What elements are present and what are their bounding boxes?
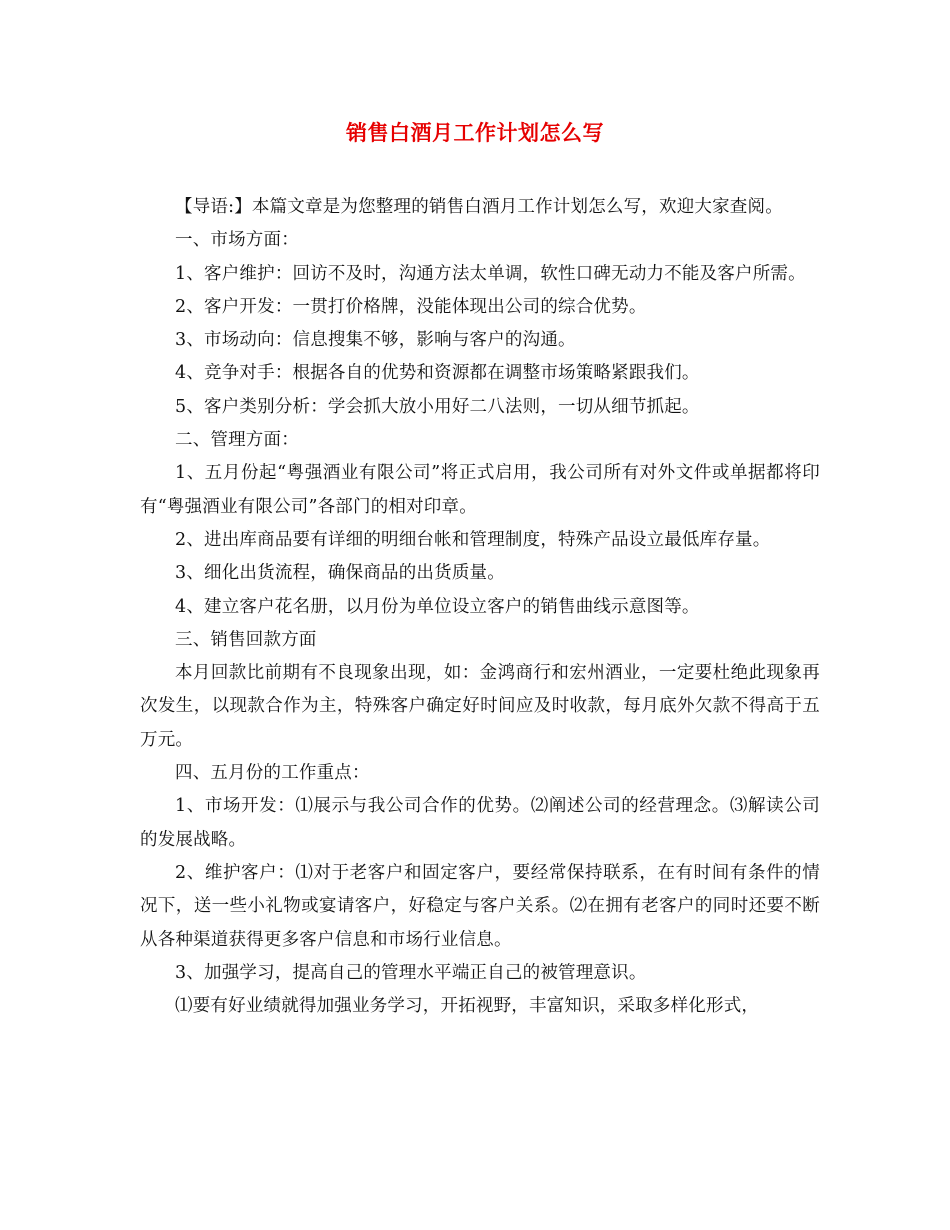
paragraph: 1、五月份起“粤强酒业有限公司”将正式启用，我公司所有对外文件或单据都将印有“粤强酒业有限公司”各部门的相对印章。 [140, 463, 820, 517]
heading-market: 一、市场方面： [175, 230, 299, 251]
paragraph: 2、进出库商品要有详细的明细台帐和管理制度，特殊产品设立最低库存量。 [175, 529, 771, 550]
paragraph: 3、加强学习，提高自己的管理水平端正自己的被管理意识。 [175, 962, 647, 983]
paragraph: 3、市场动向：信息搜集不够，影响与客户的沟通。 [175, 330, 576, 351]
heading-key-work: 四、五月份的工作重点： [175, 763, 370, 784]
paragraph: 4、建立客户花名册，以月份为单位设立客户的销售曲线示意图等。 [175, 596, 700, 617]
paragraph: ⑴要有好业绩就得加强业务学习，开拓视野，丰富知识，采取多样化形式， [175, 996, 760, 1017]
document-title: 销售白酒月工作计划怎么写 [346, 120, 604, 145]
paragraph: 3、细化出货流程，确保商品的出货质量。 [175, 563, 505, 584]
paragraph: 本月回款比前期有不良现象出现，如：金鸿商行和宏州酒业，一定要杜绝此现象再次发生，以现款合作为主，特殊客户确定好时间应及时收款，每月底外欠款不得高于五万元。 [140, 663, 820, 750]
paragraph: 4、竞争对手：根据各自的优势和资源都在调整市场策略紧跟我们。 [175, 363, 700, 384]
heading-management: 二、管理方面： [175, 430, 299, 451]
paragraph: 5、客户类别分析：学会抓大放小用好二八法则，一切从细节抓起。 [175, 396, 700, 417]
paragraph: 1、市场开发：⑴展示与我公司合作的优势。⑵阐述公司的经营理念。⑶解读公司的发展战略。 [140, 796, 820, 850]
heading-payment: 三、销售回款方面 [175, 629, 317, 650]
paragraph: 1、客户维护：回访不及时，沟通方法太单调，软性口碑无动力不能及客户所需。 [175, 263, 806, 284]
paragraph-intro: 【导语:】本篇文章是为您整理的销售白酒月工作计划怎么写，欢迎大家查阅。 [175, 197, 783, 217]
document-body [140, 191, 820, 1023]
paragraph: 2、维护客户：⑴对于老客户和固定客户，要经常保持联系，在有时间有条件的情况下，送一些小礼物或宴请客户，好稳定与客户关系。⑵在拥有老客户的同时还要不断从各种渠道获得更多客户信息和市场行业信息。 [140, 862, 820, 950]
paragraph: 2、客户开发：一贯打价格牌，没能体现出公司的综合优势。 [175, 296, 647, 317]
